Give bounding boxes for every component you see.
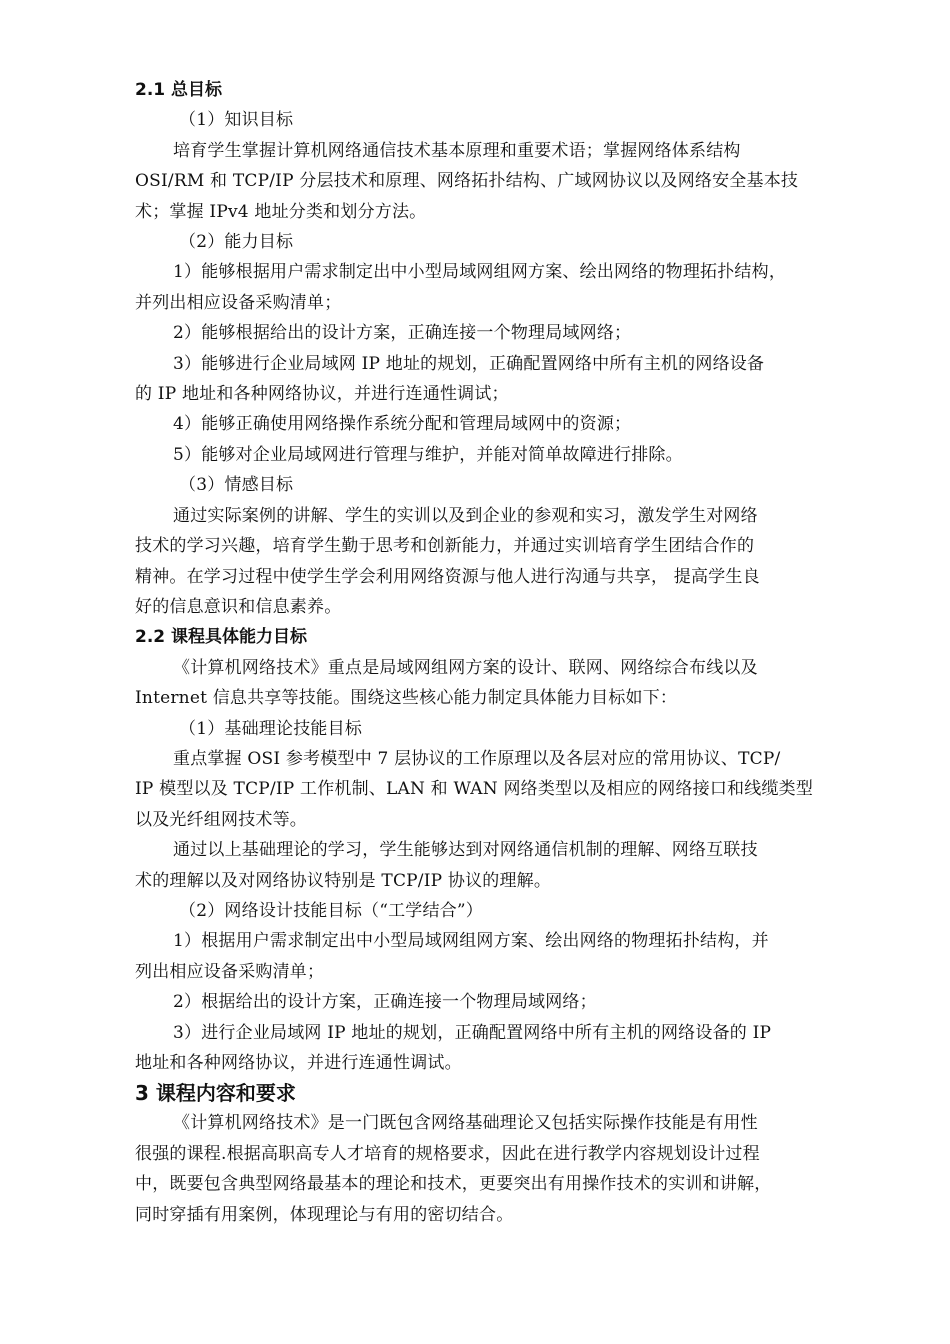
heading-3: 3 课程内容和要求 — [135, 1081, 296, 1106]
subheading-theory: （1）基础理论技能目标 — [179, 718, 363, 739]
paragraph-line: 《计算机网络技术》是一门既包含网络基础理论又包括实际操作技能是有用性 — [173, 1113, 758, 1134]
paragraph-line: 好的信息意识和信息素养。 — [135, 596, 342, 617]
paragraph-line: Internet 信息共享等技能。围绕这些核心能力制定具体能力目标如下： — [135, 688, 678, 709]
paragraph-line: 重点掌握 OSI 参考模型中 7 层协议的工作原理以及各层对应的常用协议、TCP/ — [173, 748, 781, 769]
list-item-line: 5）能够对企业局域网进行管理与维护，并能对简单故障进行排除。 — [173, 444, 683, 465]
paragraph-line: 术；掌握 IPv4 地址分类和划分方法。 — [135, 201, 427, 222]
paragraph-line: 术的理解以及对网络协议特别是 TCP/IP 协议的理解。 — [135, 870, 552, 891]
list-item-line: 2）能够根据给出的设计方案，正确连接一个物理局域网络； — [173, 323, 632, 344]
list-item-line: 地址和各种网络协议，并进行连通性调试。 — [135, 1053, 462, 1073]
paragraph-line: 《计算机网络技术》重点是局域网组网方案的设计、联网、网络综合布线以及 — [173, 657, 758, 678]
list-item-line: 列出相应设备采购清单； — [135, 961, 325, 982]
list-item-line: 4）能够正确使用网络操作系统分配和管理局域网中的资源； — [173, 414, 632, 435]
document-body — [135, 75, 840, 1230]
paragraph-line: 很强的课程.根据高职高专人才培育的规格要求，因此在进行教学内容规划设计过程 — [135, 1143, 760, 1164]
subheading-ability: （2）能力目标 — [179, 232, 294, 253]
list-item-line: 并列出相应设备采购清单； — [135, 292, 342, 313]
paragraph-line: 以及光纤组网技术等。 — [135, 809, 307, 830]
subheading-design: （2）网络设计技能目标（“工学结合”） — [179, 900, 483, 921]
list-item-line: 3）能够进行企业局域网 IP 地址的规划，正确配置网络中所有主机的网络设备 — [173, 353, 765, 374]
paragraph-line: OSI/RM 和 TCP/IP 分层技术和原理、网络拓扑结构、广域网协议以及网络安全基本技 — [135, 171, 799, 192]
list-item-line: 3）进行企业局域网 IP 地址的规划，正确配置网络中所有主机的网络设备的 IP — [173, 1022, 772, 1043]
paragraph-line: 中，既要包含典型网络最基本的理论和技术，更要突出有用操作技术的实训和讲解， — [135, 1174, 772, 1195]
paragraph-line: 通过实际案例的讲解、学生的实训以及到企业的参观和实习，激发学生对网络 — [173, 505, 758, 526]
heading-2-2: 2.2 课程具体能力目标 — [135, 627, 308, 648]
list-item-line: 的 IP 地址和各种网络协议，并进行连通性调试； — [135, 384, 509, 405]
heading-2-1: 2.1 总目标 — [135, 80, 223, 100]
paragraph-line: 通过以上基础理论的学习，学生能够达到对网络通信机制的理解、网络互联技 — [173, 840, 758, 861]
paragraph-line: IP 模型以及 TCP/IP 工作机制、LAN 和 WAN 网络类型以及相应的网络接口和线缆类型 — [135, 779, 814, 800]
paragraph-line: 培育学生掌握计算机网络通信技术基本原理和重要术语；掌握网络体系结构 — [173, 140, 741, 161]
subheading-knowledge: （1）知识目标 — [179, 110, 294, 131]
list-item-line: 1）能够根据用户需求制定出中小型局域网组网方案、绘出网络的物理拓扑结构， — [173, 262, 787, 283]
list-item-line: 2）根据给出的设计方案，正确连接一个物理局域网络； — [173, 992, 597, 1013]
paragraph-line: 同时穿插有用案例，体现理论与有用的密切结合。 — [135, 1204, 514, 1225]
paragraph-line: 技术的学习兴趣，培育学生勤于思考和创新能力，并通过实训培育学生团结合作的 — [135, 536, 755, 557]
subheading-emotion: （3）情感目标 — [179, 475, 294, 496]
paragraph-line: 精神。在学习过程中使学生学会利用网络资源与他人进行沟通与共享， 提高学生良 — [135, 566, 760, 587]
list-item-line: 1）根据用户需求制定出中小型局域网组网方案、绘出网络的物理拓扑结构，并 — [173, 931, 769, 952]
